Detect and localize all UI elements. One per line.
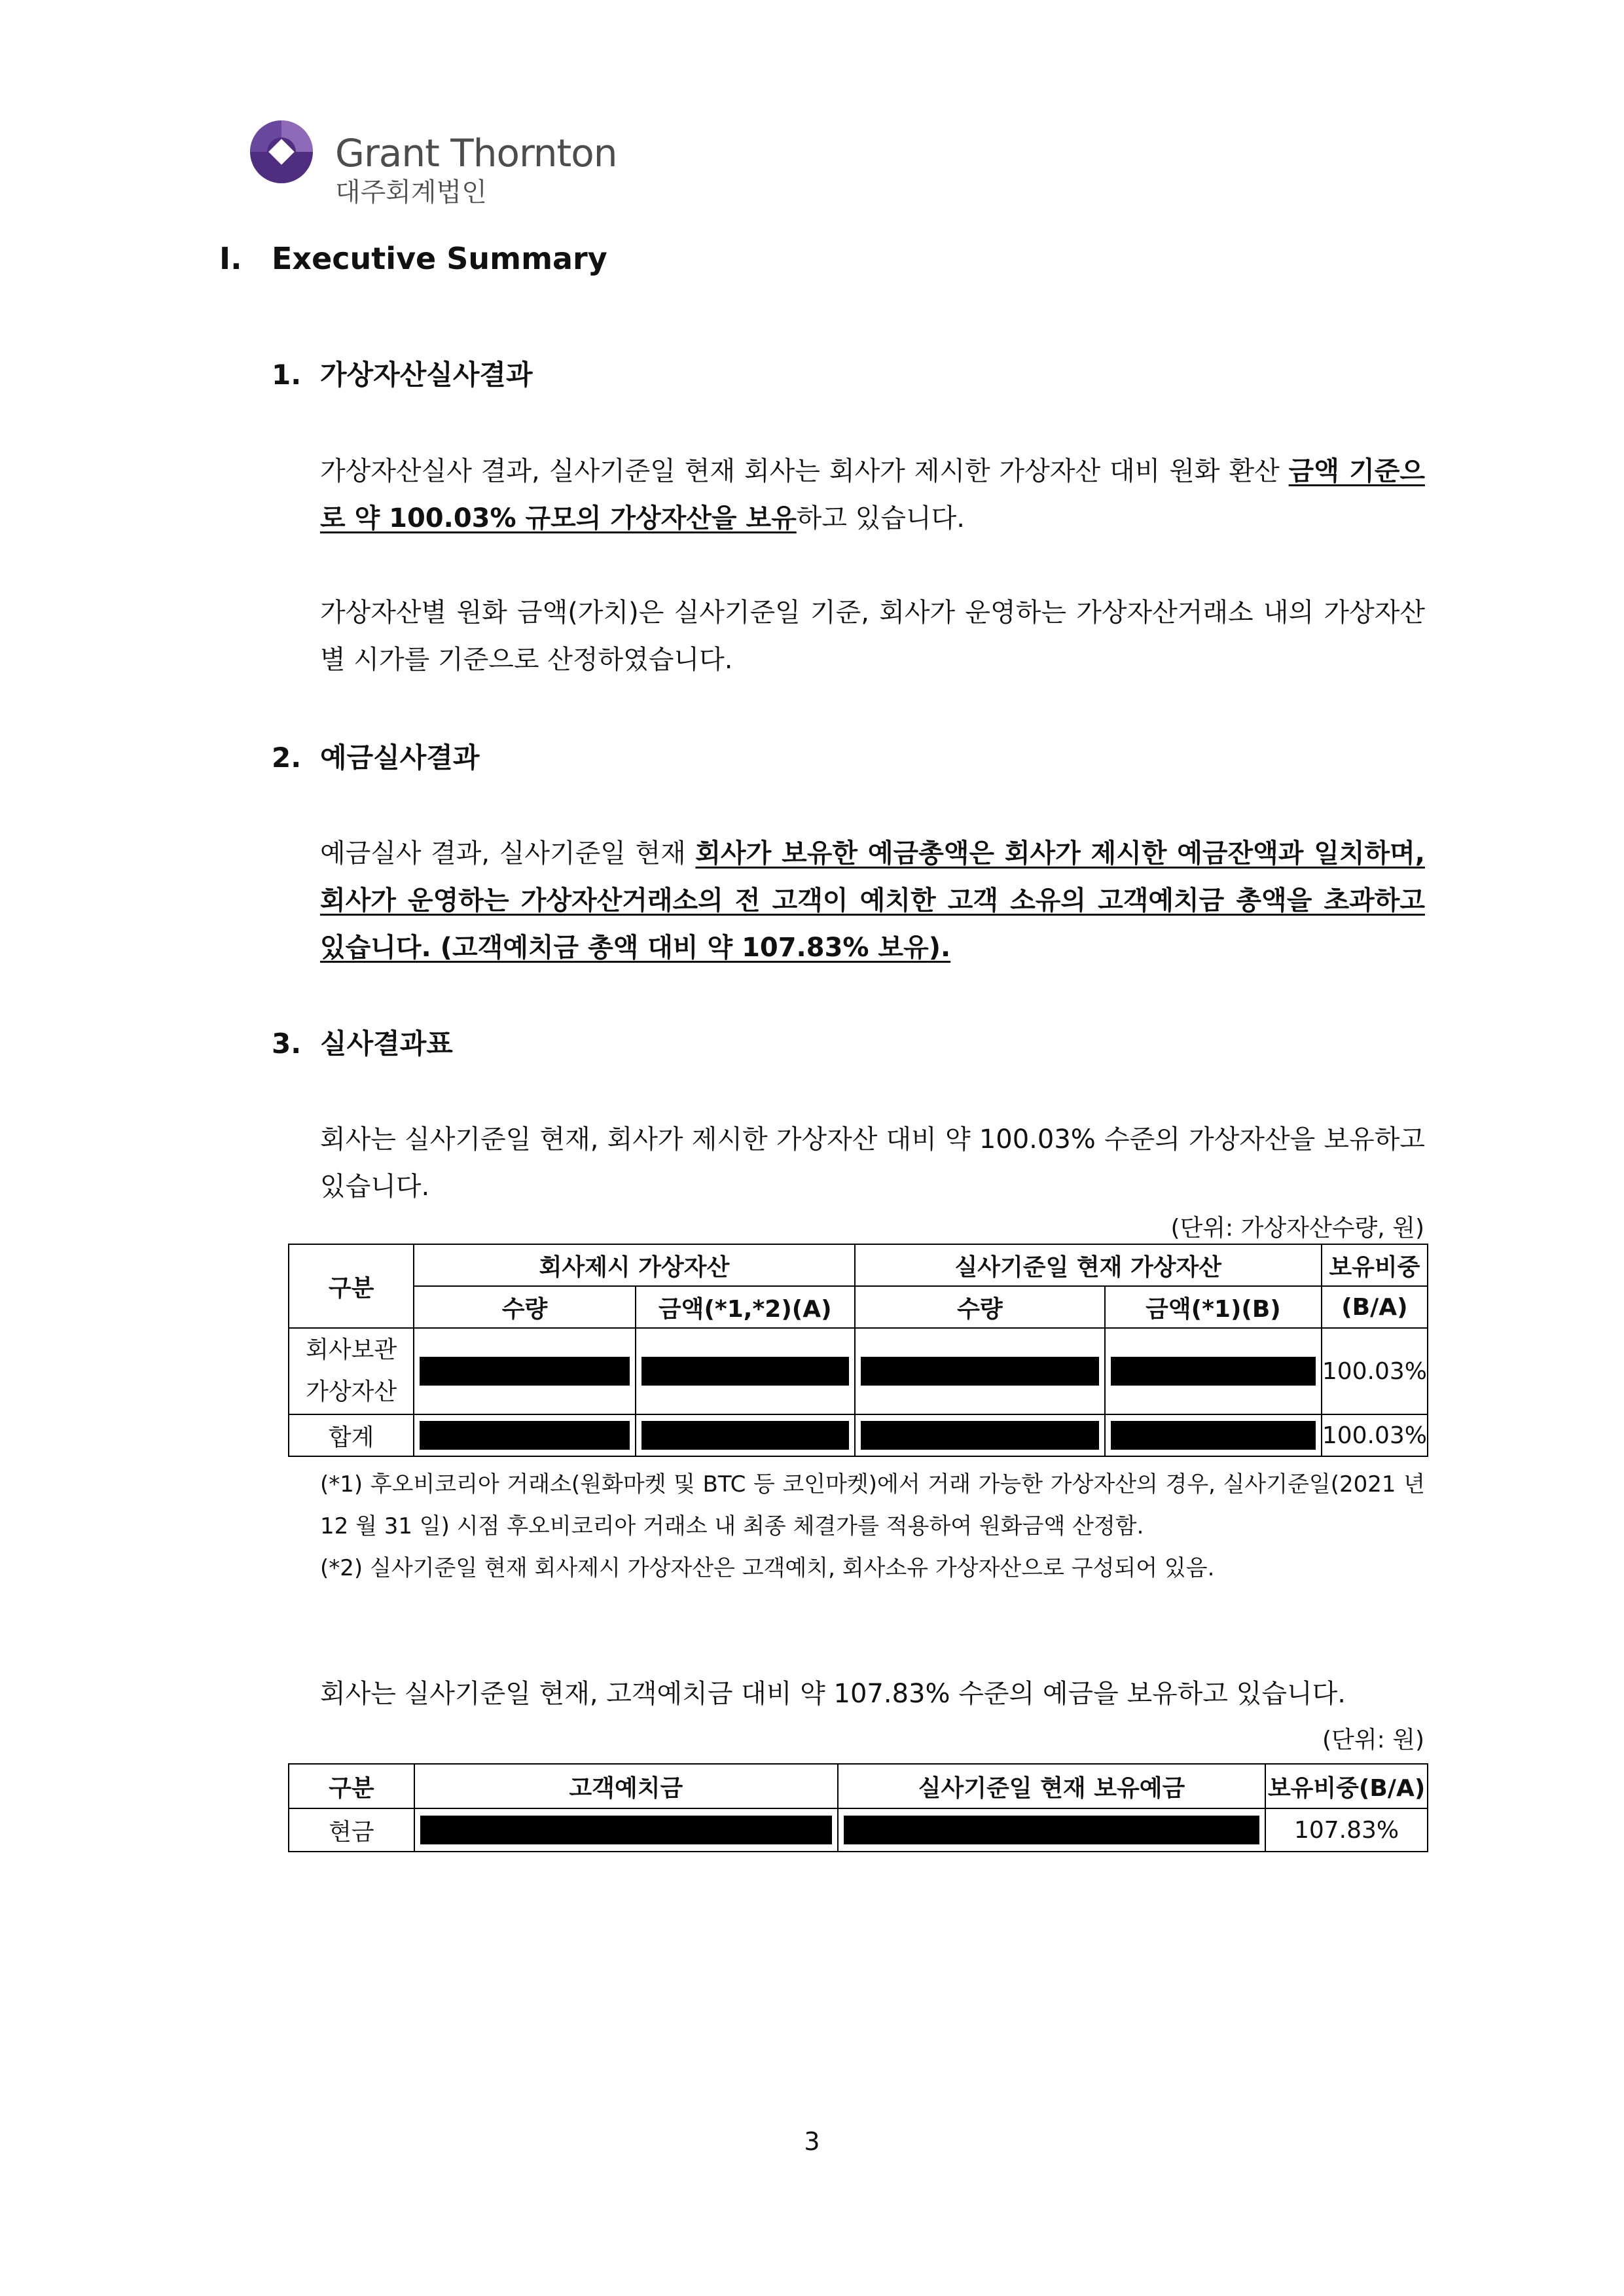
redacted-cell bbox=[855, 1328, 1105, 1414]
table-header: 구분 bbox=[289, 1764, 414, 1808]
table-header: 회사제시 가상자산 bbox=[414, 1244, 855, 1286]
table-header: 구분 bbox=[289, 1244, 414, 1328]
section-number: I. bbox=[219, 241, 242, 276]
paragraph-text: 예금실사 결과, 실사기준일 현재 bbox=[320, 838, 696, 869]
redaction-bar bbox=[844, 1816, 1259, 1844]
redaction-bar bbox=[861, 1421, 1099, 1450]
table-header: 수량 bbox=[414, 1286, 636, 1328]
emphasis-text: 금액 기준으로 약 100.03% 규모의 가상자산을 보유 bbox=[320, 456, 1425, 533]
redacted-cell bbox=[414, 1414, 636, 1456]
virtual-asset-table bbox=[288, 1244, 1428, 1457]
table-header: 보유비중(B/A) bbox=[1265, 1764, 1428, 1808]
row-label: 합계 bbox=[289, 1414, 414, 1456]
redaction-bar bbox=[1111, 1357, 1316, 1386]
subsection-1-paragraph-1 bbox=[320, 448, 1425, 542]
redacted-cell bbox=[636, 1328, 855, 1414]
table-header: 금액(*1,*2)(A) bbox=[636, 1286, 855, 1328]
subsection-2-number: 2. bbox=[272, 742, 302, 774]
subsection-2-paragraph bbox=[320, 830, 1425, 971]
redacted-cell bbox=[1105, 1328, 1322, 1414]
section-heading bbox=[219, 241, 607, 276]
table-header: 실사기준일 현재 보유예금 bbox=[838, 1764, 1265, 1808]
grant-thornton-logo-icon bbox=[249, 119, 314, 185]
section-title: Executive Summary bbox=[272, 241, 607, 276]
ratio-cell: 107.83% bbox=[1265, 1808, 1428, 1852]
table-header: 고객예치금 bbox=[414, 1764, 838, 1808]
redaction-bar bbox=[1111, 1421, 1316, 1450]
ratio-cell: 100.03% bbox=[1322, 1328, 1428, 1414]
row-label bbox=[289, 1328, 414, 1414]
redaction-bar bbox=[420, 1421, 630, 1450]
table-1-unit: (단위: 가상자산수량, 원) bbox=[1170, 1215, 1424, 1242]
redacted-cell bbox=[414, 1328, 636, 1414]
emphasis-text: 회사가 보유한 예금총액은 회사가 제시한 예금잔액과 일치하며, 회사가 운영하는 가상자산거래소의 전 고객이 예치한 고객 소유의 고객예치금 총액을 초과하고 있습니다. (고객예치금 총액 대비 약 107.83% 보유). bbox=[320, 838, 1426, 963]
logo-subtitle: 대주회계법인 bbox=[335, 177, 487, 207]
redacted-cell bbox=[838, 1808, 1265, 1852]
subsection-1-number: 1. bbox=[272, 359, 302, 391]
subsection-1-heading bbox=[272, 353, 533, 393]
redaction-bar bbox=[420, 1816, 832, 1844]
subsection-3-heading bbox=[272, 1022, 453, 1062]
table-header: 실사기준일 현재 가상자산 bbox=[855, 1244, 1322, 1286]
row-label-line: 회사보관 bbox=[306, 1336, 397, 1363]
redacted-cell bbox=[855, 1414, 1105, 1456]
subsection-1-title: 가상자산실사결과 bbox=[320, 359, 533, 391]
footnote-2: (*2) 실사기준일 현재 회사제시 가상자산은 고객예치, 회사소유 가상자산으로 구성되어 있음. bbox=[320, 1555, 1215, 1581]
footnote-1: (*1) 후오비코리아 거래소(원화마켓 및 BTC 등 코인마켓)에서 거래 가능한 가상자산의 경우, 실사기준일(2021 년 12 월 31 일) 시점 후오비코리아 거래소 내 최종 체결가를 적용하여 원화금액 산정함. bbox=[320, 1471, 1425, 1539]
row-label-line: 가상자산 bbox=[306, 1378, 397, 1405]
table-row bbox=[289, 1414, 1428, 1456]
table-2-unit: (단위: 원) bbox=[1322, 1727, 1424, 1753]
page-number: 3 bbox=[804, 2127, 820, 2156]
paragraph-text: 가상자산실사 결과, 실사기준일 현재 회사는 회사가 제시한 가상자산 대비 원화 환산 bbox=[320, 456, 1289, 486]
subsection-3-paragraph-1: 회사는 실사기준일 현재, 회사가 제시한 가상자산 대비 약 100.03% 수준의 가상자산을 보유하고 있습니다. bbox=[320, 1124, 1425, 1202]
redacted-cell bbox=[1105, 1414, 1322, 1456]
subsection-3-paragraph-2: 회사는 실사기준일 현재, 고객예치금 대비 약 107.83% 수준의 예금을 보유하고 있습니다. bbox=[320, 1679, 1346, 1709]
subsection-3-title: 실사결과표 bbox=[320, 1028, 453, 1060]
table-row bbox=[289, 1328, 1428, 1414]
table-row bbox=[289, 1808, 1428, 1852]
subsection-2-title: 예금실사결과 bbox=[320, 742, 480, 774]
paragraph-text: 하고 있습니다. bbox=[796, 503, 965, 533]
redacted-cell bbox=[636, 1414, 855, 1456]
table-header: 수량 bbox=[855, 1286, 1105, 1328]
subsection-3-number: 3. bbox=[272, 1028, 302, 1060]
deposit-table bbox=[288, 1763, 1428, 1852]
table-header: 금액(*1)(B) bbox=[1105, 1286, 1322, 1328]
subsection-1-paragraph-2: 가상자산별 원화 금액(가치)은 실사기준일 기준, 회사가 운영하는 가상자산거래소 내의 가상자산별 시가를 기준으로 산정하였습니다. bbox=[320, 598, 1425, 675]
table-header: (B/A) bbox=[1322, 1286, 1428, 1328]
table-1-notes bbox=[320, 1463, 1425, 1589]
ratio-cell: 100.03% bbox=[1322, 1414, 1428, 1456]
redaction-bar bbox=[420, 1357, 630, 1386]
redaction-bar bbox=[861, 1357, 1099, 1386]
redacted-cell bbox=[414, 1808, 838, 1852]
table-header: 보유비중 bbox=[1322, 1244, 1428, 1286]
logo-brand-text: Grant Thornton bbox=[335, 131, 617, 175]
redaction-bar bbox=[641, 1421, 849, 1450]
subsection-2-heading bbox=[272, 736, 479, 776]
row-label: 현금 bbox=[289, 1808, 414, 1852]
redaction-bar bbox=[641, 1357, 849, 1386]
